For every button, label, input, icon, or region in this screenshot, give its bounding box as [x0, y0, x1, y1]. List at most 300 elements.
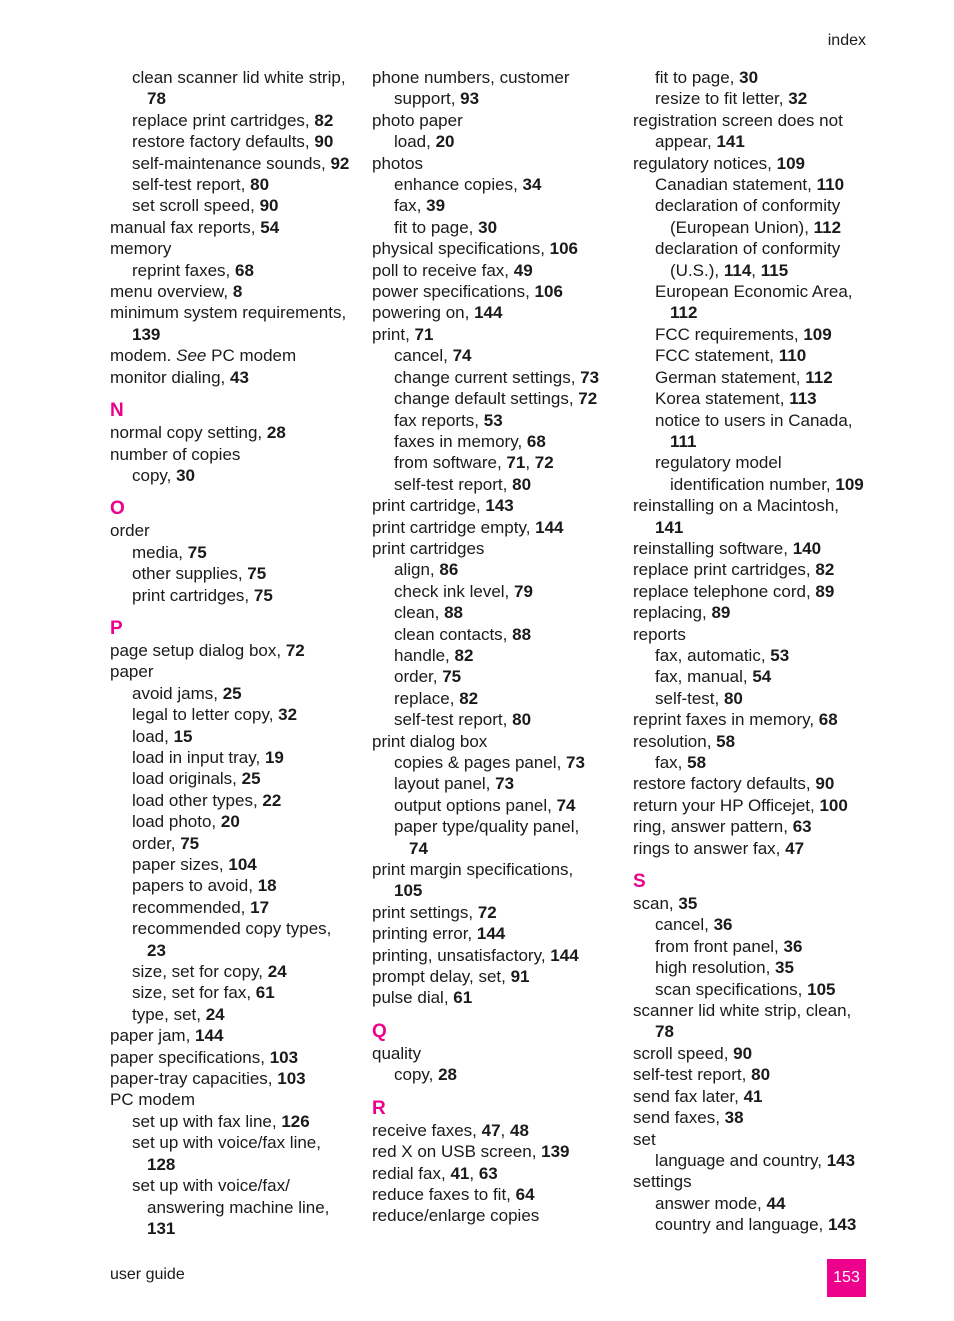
- page-reference: 74: [556, 795, 576, 815]
- index-entry-text: FCC statement,: [655, 346, 779, 366]
- page-reference: 100: [819, 795, 848, 815]
- index-entry: receive faxes, 47, 48: [372, 1120, 529, 1140]
- index-entry-text: send faxes,: [633, 1108, 725, 1128]
- page-reference: 139: [541, 1142, 570, 1162]
- page-reference: 110: [816, 175, 845, 195]
- index-entry: [110, 833, 366, 854]
- page-reference: 74: [409, 838, 428, 858]
- index-entry: [633, 367, 873, 388]
- index-entry: [110, 940, 366, 961]
- index-entry-text: self-test report,: [394, 474, 513, 494]
- index-entry-text: load,: [132, 726, 174, 746]
- index-entry-text: print cartridge,: [372, 496, 486, 516]
- page-reference: 8: [232, 282, 243, 302]
- index-entry: [110, 281, 366, 302]
- page-reference: 32: [278, 705, 298, 725]
- index-entry: [110, 153, 366, 174]
- index-entry: [372, 816, 628, 837]
- page-reference: 74: [452, 346, 472, 366]
- index-entry: [110, 875, 366, 896]
- index-entry: [110, 195, 366, 216]
- page-reference: 141: [655, 517, 684, 537]
- index-entry-text: high resolution,: [655, 958, 776, 978]
- index-entry-text: self-test report,: [132, 175, 251, 195]
- index-entry-text: country and language,: [655, 1215, 828, 1235]
- page-reference: 131: [147, 1218, 176, 1238]
- index-entry-text: set up with voice/fax line,: [132, 1133, 321, 1153]
- index-entry: [110, 726, 366, 747]
- index-entry-text: reduce/enlarge copies: [372, 1206, 540, 1226]
- index-entry: [633, 324, 873, 345]
- index-entry: [633, 174, 873, 195]
- page-reference: 47: [785, 838, 805, 858]
- index-entry: [372, 624, 628, 645]
- page-reference: 25: [222, 683, 242, 703]
- index-entry: [110, 961, 366, 982]
- index-entry-text: copy,: [394, 1065, 439, 1085]
- page-reference: 41: [450, 1163, 470, 1183]
- page-reference: 80: [751, 1065, 771, 1085]
- page-reference: 15: [173, 726, 193, 746]
- index-entry-text: scan,: [633, 894, 679, 914]
- index-entry: [372, 752, 628, 773]
- index-column-1: [110, 67, 366, 1239]
- page-reference: 24: [205, 1004, 225, 1024]
- index-entry: [372, 302, 628, 323]
- page-reference: 144: [550, 945, 579, 965]
- page-reference: 90: [733, 1043, 753, 1063]
- page-reference: 112: [813, 217, 842, 237]
- index-entry: [633, 936, 873, 957]
- page-reference: 49: [513, 260, 533, 280]
- index-entry: [372, 859, 628, 880]
- index-entry-text: paper sizes,: [132, 855, 229, 874]
- page-reference: 114: [723, 260, 752, 280]
- index-entry-text: type, set,: [132, 1004, 206, 1024]
- page-reference: 89: [711, 603, 731, 623]
- page-reference: 110: [778, 346, 807, 366]
- index-entry: [633, 1129, 873, 1150]
- index-entry: [372, 1184, 628, 1205]
- index-entry: [372, 838, 628, 859]
- index-entry-text: restore factory defaults,: [633, 774, 816, 794]
- index-entry: [372, 1141, 628, 1162]
- index-entry-text: order,: [394, 667, 443, 687]
- page-reference: 93: [460, 89, 480, 109]
- page-reference: 39: [426, 196, 446, 216]
- index-entry-text: regulatory model: [655, 453, 782, 473]
- index-entry: [110, 640, 366, 661]
- index-entry-text: registration screen does not: [633, 110, 843, 130]
- index-entry: [110, 918, 366, 939]
- page-reference: 63: [478, 1163, 498, 1183]
- page-reference: 36: [713, 915, 733, 935]
- index-entry-text: reprint faxes,: [132, 260, 235, 280]
- index-entry: [110, 345, 366, 366]
- index-entry: [372, 67, 628, 88]
- index-entry-text: answer mode,: [655, 1193, 767, 1213]
- index-entry-text: Canadian statement,: [655, 175, 817, 195]
- index-entry-text: faxes in memory,: [394, 431, 527, 451]
- page-reference: 112: [805, 367, 833, 387]
- page-reference: 30: [176, 465, 196, 485]
- page-reference: 53: [483, 410, 503, 430]
- index-entry-text: self-test report,: [394, 710, 513, 730]
- index-entry-text: redial fax,: [372, 1163, 451, 1183]
- index-entry: [110, 1154, 366, 1175]
- index-entry-text: PC modem: [110, 1090, 196, 1110]
- page-reference: 28: [266, 423, 286, 443]
- page-reference: 79: [514, 581, 533, 601]
- page-reference: 89: [815, 581, 835, 601]
- page-reference: 43: [230, 367, 249, 387]
- index-entry: [372, 345, 628, 366]
- index-entry: [633, 645, 873, 666]
- index-entry: [110, 1047, 366, 1068]
- index-entry: [372, 902, 628, 923]
- page-reference: 35: [678, 894, 698, 914]
- index-entry: [372, 324, 628, 345]
- index-entry: [372, 174, 628, 195]
- index-entry-text: load in input tray,: [132, 747, 265, 767]
- index-entry-text: number of copies: [110, 444, 241, 464]
- index-entry: [633, 538, 873, 559]
- index-entry: [110, 131, 366, 152]
- index-entry-text: restore factory defaults,: [132, 132, 315, 152]
- page-reference: 78: [147, 89, 166, 109]
- see-target: PC modem: [206, 346, 297, 366]
- index-entry: [372, 195, 628, 216]
- index-entry-text: resize to fit letter,: [655, 89, 789, 109]
- index-entry-text: receive faxes,: [372, 1120, 482, 1140]
- index-entry: [372, 645, 628, 666]
- index-entry-text: rings to answer fax,: [633, 838, 786, 858]
- index-entry-text: prompt delay, set,: [372, 967, 511, 987]
- index-entry: [633, 1214, 873, 1235]
- index-entry: [372, 110, 628, 131]
- index-entry-text: replace print cartridges,: [132, 110, 315, 130]
- index-entry-text: load photo,: [132, 812, 221, 832]
- page-reference: 109: [776, 153, 806, 173]
- page-reference: 36: [783, 936, 803, 956]
- index-entry-text: page setup dialog box,: [110, 640, 286, 660]
- index-entry: [110, 542, 366, 563]
- index-entry-text: layout panel,: [394, 774, 496, 794]
- page-reference: 144: [535, 517, 564, 537]
- index-entry-text: reports: [633, 624, 686, 644]
- index-entry-text: from front panel,: [655, 936, 784, 956]
- index-entry: [110, 1197, 366, 1218]
- index-entry: [372, 410, 628, 431]
- index-letter-heading: N: [110, 400, 124, 422]
- index-entry-text: German statement,: [655, 367, 806, 387]
- page-reference: 44: [766, 1193, 786, 1213]
- index-entry-text: appear,: [655, 132, 717, 152]
- index-letter-heading: S: [633, 871, 646, 893]
- index-entry: [372, 1043, 628, 1064]
- index-entry-text: regulatory notices,: [633, 153, 777, 173]
- index-entry: [110, 982, 366, 1003]
- index-entry-text: legal to letter copy,: [132, 705, 279, 725]
- index-entry-text: identification number,: [670, 474, 836, 494]
- page-reference: 54: [260, 217, 280, 237]
- index-entry: [110, 1111, 366, 1132]
- index-entry: [110, 1218, 366, 1239]
- index-entry-text: media,: [132, 542, 188, 562]
- index-entry: [372, 495, 628, 516]
- index-entry: [633, 1086, 873, 1107]
- index-entry-text: monitor dialing,: [110, 367, 231, 387]
- page-reference: 73: [495, 774, 515, 794]
- page-reference: 143: [827, 1215, 857, 1235]
- index-entry-text: menu overview,: [110, 282, 233, 302]
- index-entry: [372, 602, 628, 623]
- index-entry: [110, 110, 366, 131]
- page-reference: 41: [743, 1086, 763, 1106]
- index-entry-text: printing, unsatisfactory,: [372, 945, 551, 965]
- index-entry: [633, 1150, 873, 1171]
- index-entry-text: reduce faxes to fit,: [372, 1184, 516, 1204]
- index-entry-text: cancel,: [655, 915, 714, 935]
- page-reference: 90: [259, 196, 279, 216]
- index-entry: [633, 795, 873, 816]
- index-entry: [110, 367, 366, 388]
- index-entry: [633, 474, 873, 495]
- index-entry-text: settings: [633, 1172, 692, 1192]
- page-reference: 144: [476, 924, 506, 944]
- index-entry-text: fax, manual,: [655, 667, 753, 687]
- index-entry-text: change current settings,: [394, 367, 581, 387]
- page-reference: 144: [474, 303, 503, 323]
- index-entry: [633, 893, 873, 914]
- index-entry: [633, 914, 873, 935]
- index-entry-text: fax, automatic,: [655, 645, 771, 665]
- page-reference: 109: [835, 474, 864, 494]
- index-entry: [110, 683, 366, 704]
- page-reference: 75: [187, 542, 207, 562]
- index-entry: [633, 957, 873, 978]
- index-entry-text: replace telephone cord,: [633, 581, 816, 601]
- page-reference: 72: [477, 902, 497, 922]
- index-entry: redial fax, 41, 63: [372, 1163, 498, 1183]
- page-reference: 106: [534, 282, 563, 302]
- page-reference: 128: [147, 1154, 176, 1174]
- index-entry: [633, 1064, 873, 1085]
- index-entry: [633, 410, 873, 431]
- page-reference: 75: [442, 667, 462, 687]
- page-reference: 61: [453, 988, 473, 1008]
- index-entry-text: red X on USB screen,: [372, 1142, 542, 1162]
- page-reference: 61: [255, 983, 275, 1003]
- page-reference: 103: [277, 1069, 306, 1089]
- index-entry-text: replace print cartridges,: [633, 560, 816, 580]
- page-reference: 38: [724, 1108, 744, 1128]
- page-reference: 105: [394, 881, 423, 901]
- index-entry: [372, 217, 628, 238]
- page-reference: 48: [509, 1120, 529, 1140]
- page-reference: 23: [147, 940, 166, 960]
- index-entry-text: set: [633, 1129, 656, 1149]
- index-entry-text: order: [110, 521, 150, 541]
- index-entry-text: copies & pages panel,: [394, 753, 567, 772]
- index-entry: [110, 465, 366, 486]
- index-entry: [633, 602, 873, 623]
- index-entry: [633, 345, 873, 366]
- page-reference: 141: [716, 132, 745, 152]
- index-entry-text: size, set for copy,: [132, 962, 268, 982]
- index-entry-text: handle,: [394, 645, 455, 665]
- index-entry: (U.S.), 114, 115: [670, 260, 789, 280]
- index-entry: [633, 153, 873, 174]
- page-reference: 34: [522, 175, 542, 195]
- page-reference: 32: [788, 89, 808, 109]
- index-entry-text: set up with voice/fax/: [132, 1176, 290, 1196]
- index-entry-text: notice to users in Canada,: [655, 410, 853, 430]
- index-entry: [633, 773, 873, 794]
- index-entry: [372, 559, 628, 580]
- index-entry: [110, 790, 366, 811]
- page-reference: 82: [815, 560, 835, 580]
- index-entry: [633, 1171, 873, 1192]
- index-entry: [633, 559, 873, 580]
- page-reference: 88: [444, 603, 464, 623]
- index-entry: [633, 1107, 873, 1128]
- index-entry: [633, 495, 873, 516]
- index-entry-text: reinstalling on a Macintosh,: [633, 496, 840, 516]
- page-reference: 68: [526, 431, 546, 451]
- index-letter-heading: P: [110, 617, 123, 639]
- index-entry: [372, 538, 628, 559]
- page-reference: 86: [439, 560, 459, 580]
- index-entry-text: quality: [372, 1043, 422, 1063]
- index-entry-text: European Economic Area,: [655, 282, 853, 302]
- index-entry: [110, 324, 366, 345]
- index-entry: [372, 709, 628, 730]
- index-entry: [633, 838, 873, 859]
- index-entry-text: language and country,: [655, 1150, 827, 1170]
- index-entry-text: minimum system requirements,: [110, 303, 347, 323]
- index-entry: [110, 661, 366, 682]
- index-entry-text: send fax later,: [633, 1086, 744, 1106]
- index-entry: [633, 431, 873, 452]
- index-letter-heading: Q: [372, 1020, 387, 1042]
- index-entry: [110, 444, 366, 465]
- page-reference: 80: [512, 710, 532, 730]
- index-entry-text: answering machine line,: [147, 1197, 330, 1217]
- page-reference: 25: [241, 769, 261, 789]
- index-entry-text: support,: [394, 89, 461, 109]
- index-entry: [372, 987, 628, 1008]
- index-entry: [372, 281, 628, 302]
- index-entry-text: Korea statement,: [655, 389, 790, 409]
- page-reference: 139: [132, 324, 161, 344]
- page-reference: 68: [235, 260, 254, 280]
- index-entry: [372, 260, 628, 281]
- page-reference: 82: [314, 110, 334, 130]
- index-entry: [372, 688, 628, 709]
- page-reference: 30: [478, 217, 498, 237]
- index-entry-text: clean,: [394, 603, 445, 623]
- index-entry: [110, 238, 366, 259]
- page-reference: 75: [180, 833, 200, 853]
- index-entry: [110, 422, 366, 443]
- page-reference: 75: [247, 564, 267, 584]
- index-entry-text: FCC requirements,: [655, 324, 804, 344]
- index-entry: [110, 1132, 366, 1153]
- index-entry-text: change default settings,: [394, 389, 579, 409]
- index-entry: [110, 1089, 366, 1110]
- index-entry-text: print cartridges: [372, 538, 485, 558]
- page-reference: 82: [459, 688, 479, 708]
- page-reference: 103: [269, 1047, 299, 1067]
- page-reference: 54: [752, 667, 772, 687]
- page-reference: 72: [578, 389, 598, 409]
- page-reference: 88: [512, 624, 532, 644]
- index-entry-text: print,: [372, 324, 415, 344]
- index-entry: [110, 1068, 366, 1089]
- index-entry-text: load,: [394, 132, 436, 152]
- index-entry-text: replacing,: [633, 603, 712, 623]
- page-reference: 58: [716, 731, 736, 751]
- page-reference: 144: [195, 1026, 224, 1046]
- index-entry: [372, 431, 628, 452]
- index-entry-text: fax reports,: [394, 410, 484, 430]
- page-reference: 92: [330, 153, 350, 173]
- index-entry-text: phone numbers, customer: [372, 68, 570, 87]
- page-reference: 30: [739, 68, 759, 87]
- index-entry-text: recommended,: [132, 897, 251, 917]
- index-entry-text: self-test report,: [633, 1065, 752, 1085]
- index-entry: [372, 153, 628, 174]
- index-entry-text: scroll speed,: [633, 1043, 734, 1063]
- page-reference: 35: [775, 958, 794, 978]
- index-entry-text: paper specifications,: [110, 1047, 270, 1067]
- page-reference: 28: [438, 1065, 458, 1085]
- index-entry: [633, 688, 873, 709]
- page-reference: 106: [549, 239, 579, 259]
- page-reference: 63: [792, 817, 812, 837]
- index-entry: [110, 747, 366, 768]
- index-entry-text: physical specifications,: [372, 239, 550, 259]
- page-reference: 71: [414, 324, 434, 344]
- page-reference: 72: [534, 453, 554, 473]
- page-reference: 104: [228, 855, 257, 874]
- page-reference: 105: [807, 979, 836, 999]
- index-entry: [110, 768, 366, 789]
- index-entry-text: ring, answer pattern,: [633, 817, 793, 837]
- index-entry-text: photos: [372, 153, 424, 173]
- index-entry-text: modem.: [110, 346, 177, 366]
- index-entry: [633, 88, 873, 109]
- index-entry-text: load originals,: [132, 769, 242, 789]
- footer-label: user guide: [110, 1266, 185, 1283]
- index-entry: [633, 1000, 873, 1021]
- index-entry: [372, 517, 628, 538]
- index-entry-text: power specifications,: [372, 282, 535, 302]
- index-entry-text: avoid jams,: [132, 683, 223, 703]
- page-reference: 91: [510, 967, 530, 987]
- index-entry: [633, 752, 873, 773]
- page-reference: 24: [267, 962, 287, 982]
- index-entry-text: clean contacts,: [394, 624, 513, 644]
- page-reference: 80: [723, 688, 743, 708]
- index-entry: [633, 67, 873, 88]
- index-entry-text: replace,: [394, 688, 460, 708]
- index-entry: [110, 520, 366, 541]
- index-entry-text: load other types,: [132, 790, 263, 810]
- index-entry: [110, 811, 366, 832]
- page-reference: 78: [655, 1022, 674, 1042]
